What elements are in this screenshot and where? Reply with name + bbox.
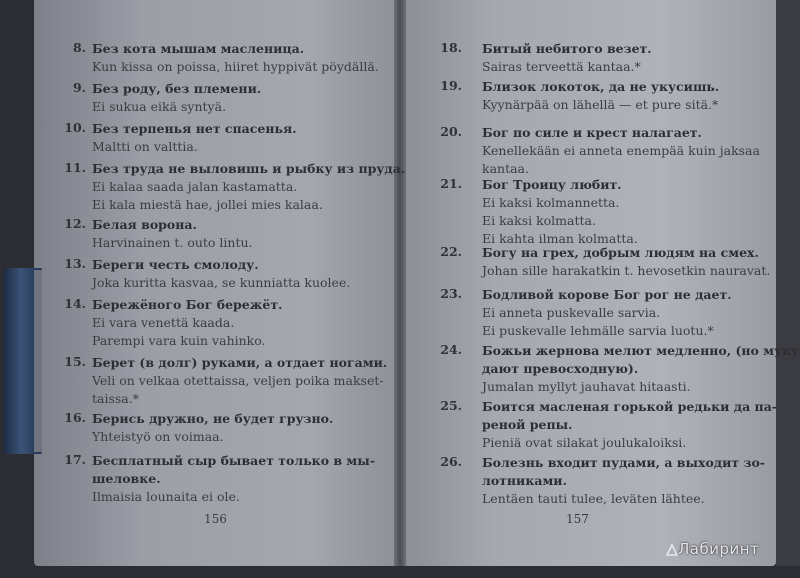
entry-number: 9. bbox=[72, 80, 86, 95]
finnish-translation: Lentäen tauti tulee, leväten lähtee. bbox=[482, 491, 705, 506]
finnish-translation: Johan sille harakatkin t. hevosetkin nauravat. bbox=[482, 263, 771, 278]
book-gutter bbox=[394, 0, 406, 566]
russian-proverb: Берет (в долг) руками, а отдает ногами. bbox=[92, 355, 388, 370]
entry-number: 14. bbox=[64, 296, 86, 311]
entry-number: 16. bbox=[64, 410, 86, 425]
entry-number: 20. bbox=[440, 124, 462, 139]
finnish-translation: Ei kaksi kolmannetta. bbox=[482, 195, 620, 210]
finnish-translation: Kun kissa on poissa, hiiret hyppivät pöydällä. bbox=[92, 59, 379, 74]
right-page-number: 157 bbox=[566, 512, 589, 526]
entry-number: 23. bbox=[440, 286, 462, 301]
entry-number: 26. bbox=[440, 454, 462, 469]
russian-proverb: Белая ворона. bbox=[92, 217, 197, 232]
finnish-translation: Ei anneta puskevalle sarvia. bbox=[482, 305, 661, 320]
finnish-translation: Maltti on valttia. bbox=[92, 139, 198, 154]
russian-proverb: Без терпенья нет спасенья. bbox=[92, 121, 297, 136]
entry-number: 25. bbox=[440, 398, 462, 413]
finnish-translation: Ilmaisia lounaita ei ole. bbox=[92, 489, 240, 504]
finnish-translation: taissa.* bbox=[92, 391, 139, 406]
proverb-entry bbox=[64, 216, 253, 252]
russian-proverb: Боится масленая горькой редьки да па- bbox=[482, 399, 777, 414]
russian-proverb: Божьи жернова мелют медленно, (но муку bbox=[482, 343, 800, 358]
russian-proverb: Бесплатный сыр бывает только в мы- bbox=[92, 453, 376, 468]
proverb-entry bbox=[440, 124, 760, 178]
entry-number: 22. bbox=[440, 244, 462, 259]
proverb-entry bbox=[440, 78, 720, 114]
entry-number: 17. bbox=[64, 452, 86, 467]
entry-number: 18. bbox=[440, 40, 462, 55]
labirint-logo-icon bbox=[666, 544, 678, 556]
finnish-translation: Parempi vara kuin vahinko. bbox=[92, 333, 266, 348]
proverb-entry bbox=[64, 452, 376, 506]
russian-proverb: дают превосходную). bbox=[482, 361, 639, 376]
entry-number: 10. bbox=[64, 120, 86, 135]
entry-number: 15. bbox=[64, 354, 86, 369]
finnish-translation: Ei kaksi kolmatta. bbox=[482, 213, 596, 228]
russian-proverb: Берись дружно, не будет грузно. bbox=[92, 411, 334, 426]
finnish-translation: Ei kala miestä hae, jollei mies kalaa. bbox=[92, 197, 323, 212]
finnish-translation: Kenellekään ei anneta enempää kuin jaksaa bbox=[482, 143, 760, 158]
proverb-entry bbox=[72, 80, 262, 116]
russian-proverb: Битый небитого везет. bbox=[482, 41, 652, 56]
watermark: Лабиринт bbox=[678, 540, 760, 558]
russian-proverb: Без труда не выловишь и рыбку из пруда. bbox=[92, 161, 406, 176]
entry-number: 8. bbox=[72, 40, 86, 55]
finnish-translation: Ei sukua eikä syntyä. bbox=[92, 99, 227, 114]
entry-number: 24. bbox=[440, 342, 462, 357]
proverb-entry bbox=[64, 410, 334, 446]
bookmark-edge bbox=[34, 270, 42, 452]
finnish-translation: Ei kalaa saada jalan kastamatta. bbox=[92, 179, 298, 194]
proverb-entry bbox=[64, 120, 297, 156]
finnish-translation: Sairas terveettä kantaa.* bbox=[482, 59, 641, 74]
finnish-translation: Veli on velkaa otettaissa, veljen poika makset- bbox=[92, 373, 384, 388]
proverb-entry bbox=[440, 454, 765, 508]
russian-proverb: реной репы. bbox=[482, 417, 573, 432]
proverb-entry bbox=[440, 176, 638, 248]
russian-proverb: Береги честь смолоду. bbox=[92, 257, 259, 272]
finnish-translation: Ei vara venettä kaada. bbox=[92, 315, 235, 330]
finnish-translation: Kyynärpää on lähellä — et pure sitä.* bbox=[482, 97, 719, 112]
russian-proverb: Бог по силе и крест налагает. bbox=[482, 125, 702, 140]
finnish-translation: Harvinainen t. outo lintu. bbox=[92, 235, 253, 250]
russian-proverb: Болезнь входит пудами, а выходит зо- bbox=[482, 455, 765, 470]
finnish-translation: Yhteistyö on voimaa. bbox=[92, 429, 224, 444]
finnish-translation: Joka kuritta kasvaa, se kunniatta kuolee. bbox=[92, 275, 351, 290]
proverb-entry bbox=[64, 296, 283, 350]
proverb-entry bbox=[64, 354, 388, 408]
finnish-translation: Ei kahta ilman kolmatta. bbox=[482, 231, 638, 246]
proverb-entry bbox=[440, 286, 732, 340]
russian-proverb: Без роду, без племени. bbox=[92, 81, 262, 96]
entry-number: 19. bbox=[440, 78, 462, 93]
russian-proverb: Богу на грех, добрым людям на смех. bbox=[482, 245, 759, 260]
finnish-translation: Jumalan myllyt jauhavat hitaasti. bbox=[482, 379, 691, 394]
finnish-translation: Ei puskevalle lehmälle sarvia luotu.* bbox=[482, 323, 714, 338]
russian-proverb: Бог Троицу любит. bbox=[482, 177, 622, 192]
finnish-translation: kantaa. bbox=[482, 161, 529, 176]
proverb-entry bbox=[64, 160, 406, 214]
proverb-entry bbox=[440, 244, 771, 280]
proverb-entry bbox=[440, 342, 800, 396]
background-edge bbox=[776, 0, 800, 566]
russian-proverb: Без кота мышам масленица. bbox=[92, 41, 305, 56]
finnish-translation: Pieniä ovat silakat joulukaloiksi. bbox=[482, 435, 687, 450]
russian-proverb: Близок локоток, да не укусишь. bbox=[482, 79, 720, 94]
left-page-number: 156 bbox=[204, 512, 227, 526]
russian-proverb: лотниками. bbox=[482, 473, 567, 488]
proverb-entry bbox=[440, 40, 652, 76]
russian-proverb: Бережёного Бог бережёт. bbox=[92, 297, 283, 312]
russian-proverb: Бодливой корове Бог рог не дает. bbox=[482, 287, 732, 302]
proverb-entry bbox=[64, 256, 351, 292]
entry-number: 13. bbox=[64, 256, 86, 271]
entry-number: 12. bbox=[64, 216, 86, 231]
russian-proverb: шеловке. bbox=[92, 471, 161, 486]
entry-number: 11. bbox=[64, 160, 86, 175]
proverb-entry bbox=[72, 40, 379, 76]
entry-number: 21. bbox=[440, 176, 462, 191]
proverb-entry bbox=[440, 398, 777, 452]
